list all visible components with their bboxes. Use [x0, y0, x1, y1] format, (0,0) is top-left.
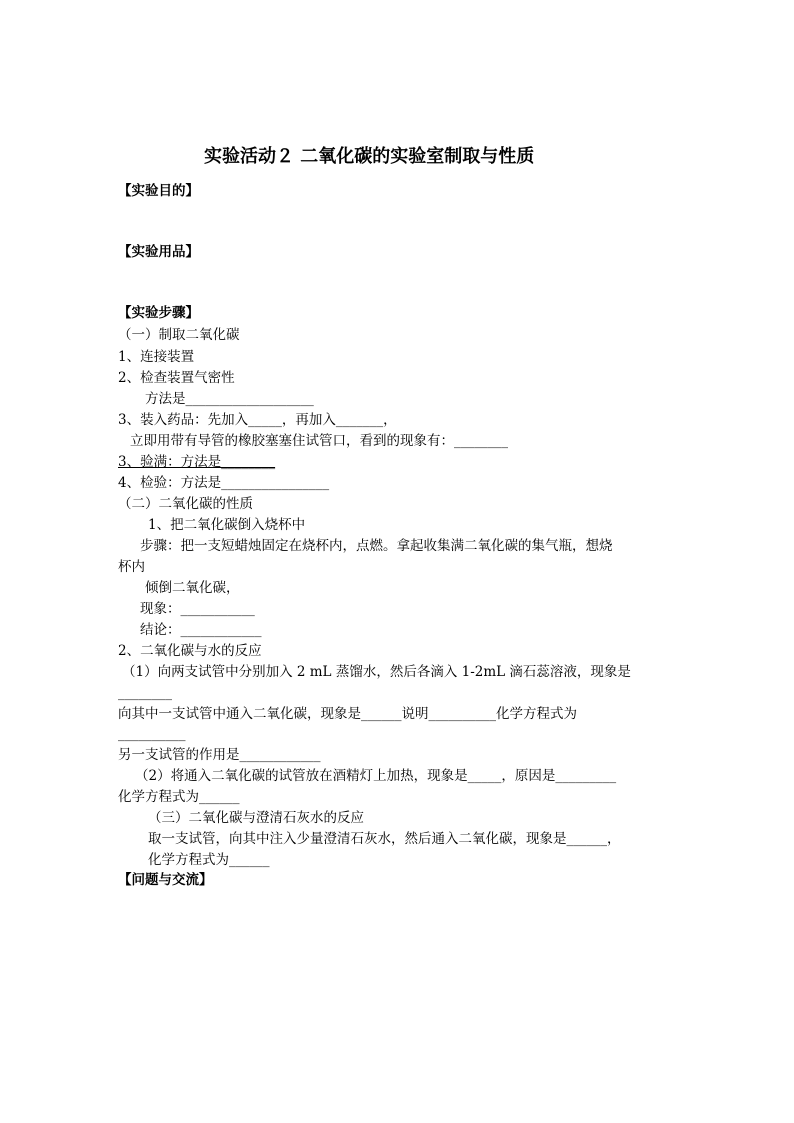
subsection-limewater: （三）二氧化碳与澄清石灰水的反应 [148, 810, 364, 826]
step-line: 向其中一支试管中通入二氧化碳，现象是______说明__________化学方程式为 [118, 706, 577, 722]
step-line: 1、把二氧化碳倒入烧杯中 [148, 517, 306, 533]
step-line: 步骤：把一支短蜡烛固定在烧杯内，点燃。拿起收集满二氧化碳的集气瓶，想烧 [140, 538, 613, 554]
step-line: 取一支试管，向其中注入少量澄清石灰水，然后通入二氧化碳，现象是______， [148, 831, 621, 847]
subsection-make-co2: （一）制取二氧化碳 [118, 327, 240, 343]
section-heading-supplies: 【实验用品】 [118, 244, 199, 260]
step-line: 倾倒二氧化碳， [145, 580, 240, 596]
step-line: __________ [118, 726, 186, 742]
step-line: 2、二氧化碳与水的反应 [118, 643, 262, 659]
step-line: 2、检查装置气密性 [118, 370, 235, 386]
section-heading-discussion: 【问题与交流】 [118, 872, 213, 888]
step-line: 另一支试管的作用是____________ [118, 747, 321, 763]
section-heading-steps: 【实验步骤】 [118, 305, 199, 321]
step-line: 现象：___________ [140, 601, 255, 617]
step-line: （2）将通入二氧化碳的试管放在酒精灯上加热，现象是_____，原因是_________ [135, 768, 617, 784]
section-heading-purpose: 【实验目的】 [118, 183, 199, 199]
step-line: 方法是___________________ [145, 391, 314, 407]
subsection-co2-properties: （二）二氧化碳的性质 [118, 496, 253, 512]
step-line: ________ [118, 685, 172, 701]
step-line: 1、连接装置 [118, 349, 195, 365]
step-line: 4、检验：方法是________________ [118, 475, 330, 491]
step-line: 杯内 [118, 559, 145, 575]
step-line: 立即用带有导管的橡胶塞塞住试管口，看到的现象有：________ [130, 433, 508, 449]
step-line: 化学方程式为______ [148, 852, 270, 868]
step-line: （1）向两支试管中分别加入 2 mL 蒸馏水，然后各滴入 1-2mL 滴石蕊溶液，现象是 [122, 664, 631, 680]
step-line: 结论：____________ [140, 622, 262, 638]
page-title: 实验活动２ 二氧化碳的实验室制取与性质 [204, 146, 535, 167]
step-line: 3、验满：方法是________ [118, 454, 276, 470]
step-line: 化学方程式为______ [118, 789, 240, 805]
step-line: 3、装入药品：先加入_____，再加入_______， [118, 412, 397, 428]
